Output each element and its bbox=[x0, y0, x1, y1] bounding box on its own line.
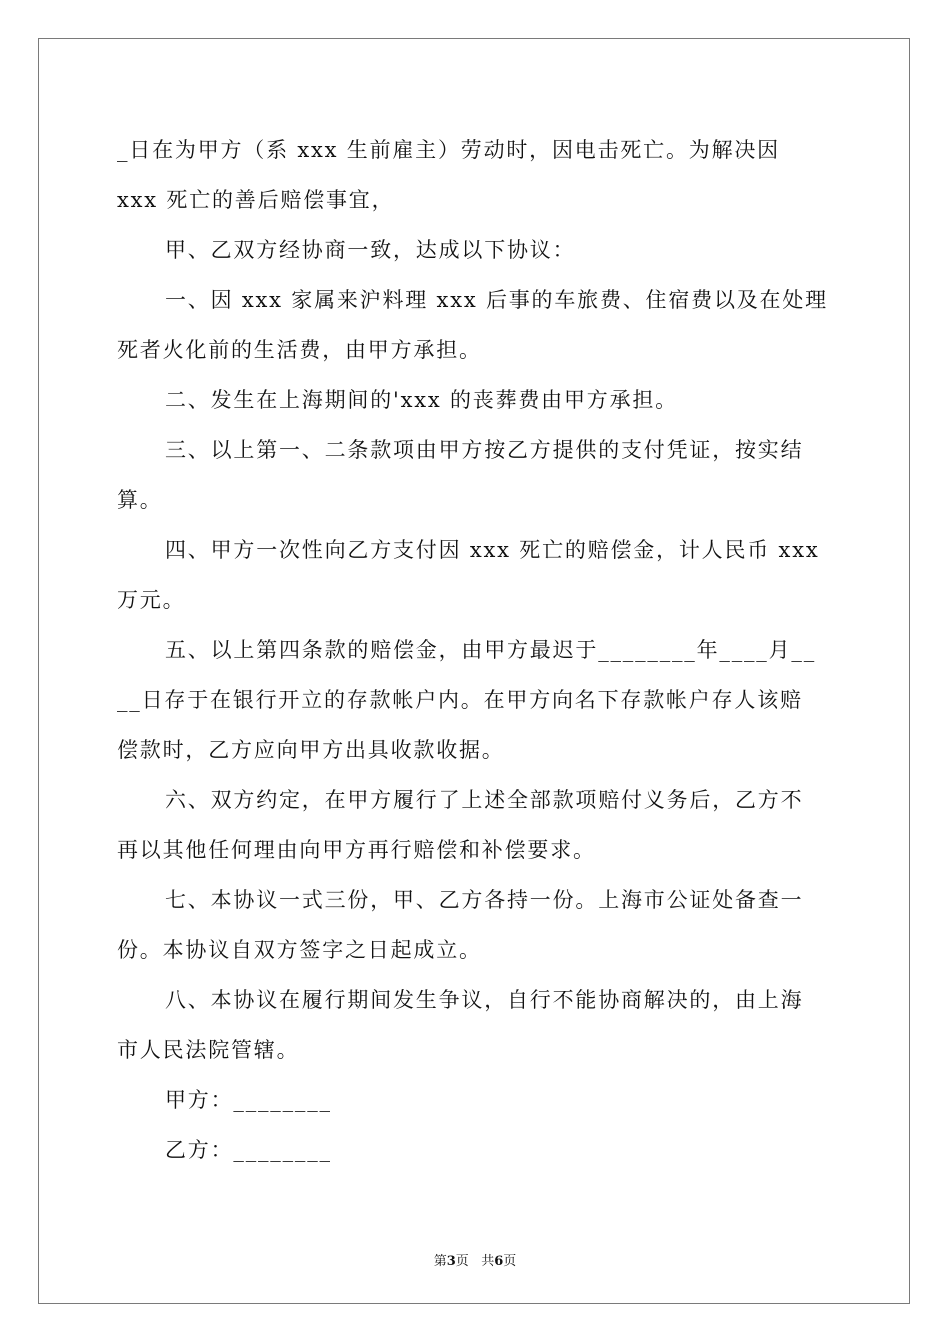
party-b-signature bbox=[165, 1125, 885, 1175]
clause-4-line: 万元。 bbox=[117, 588, 186, 612]
clause-7-line: 份。本协议自双方签字之日起成立。 bbox=[117, 938, 482, 962]
clause-4-line: 四、甲方一次性向乙方支付因 xxx 死亡的赔偿金，计人民币 xxx bbox=[165, 538, 820, 562]
clause-7-line: 七、本协议一式三份，甲、乙方各持一份。上海市公证处备查一 bbox=[165, 888, 804, 912]
paragraph-line: xxx 死亡的善后赔偿事宜， bbox=[117, 188, 395, 212]
clause-1-line: 死者火化前的生活费，由甲方承担。 bbox=[117, 338, 482, 362]
page-total-suffix: 页 bbox=[503, 1254, 517, 1269]
page-total-prefix: 共 bbox=[481, 1254, 495, 1269]
party-a-signature bbox=[165, 1075, 885, 1125]
clause-8-line: 八、本协议在履行期间发生争议，自行不能协商解决的，由上海 bbox=[165, 988, 804, 1012]
clause-3-line: 三、以上第一、二条款项由甲方按乙方提供的支付凭证，按实结 bbox=[165, 438, 804, 462]
paragraph-line: 甲、乙双方经协商一致，达成以下协议： bbox=[165, 238, 576, 262]
page-number-current: 3 bbox=[446, 1254, 456, 1269]
clause-1-line: 一、因 xxx 家属来沪料理 xxx 后事的车旅费、住宿费以及在处理 bbox=[165, 288, 828, 312]
page-number-prefix: 第 bbox=[433, 1254, 447, 1269]
clause-5-line: 偿款时，乙方应向甲方出具收款收据。 bbox=[117, 738, 505, 762]
clause-6-line: 六、双方约定，在甲方履行了上述全部款项赔付义务后，乙方不 bbox=[165, 788, 804, 812]
party-a-signature-blank: ________ bbox=[233, 1088, 332, 1112]
clause-3-line: 算。 bbox=[117, 488, 163, 512]
page-number-suffix: 页 bbox=[455, 1254, 469, 1269]
page-total: 6 bbox=[494, 1254, 504, 1269]
clause-8-line: 市人民法院管辖。 bbox=[117, 1038, 300, 1062]
clause-2-line: 二、发生在上海期间的'xxx 的丧葬费由甲方承担。 bbox=[165, 388, 678, 412]
clause-5-line: 五、以上第四条款的赔偿金，由甲方最迟于________年____月__ bbox=[165, 638, 816, 662]
party-a-label: 甲方： bbox=[165, 1088, 234, 1112]
page-footer bbox=[0, 1250, 950, 1269]
paragraph-line: _日在为甲方（系 xxx 生前雇主）劳动时，因电击死亡。为解决因 bbox=[117, 138, 780, 162]
party-b-label: 乙方： bbox=[165, 1138, 234, 1162]
party-b-signature-blank: ________ bbox=[233, 1138, 332, 1162]
clause-5-line: __日存于在银行开立的存款帐户内。在甲方向名下存款帐户存人该赔 bbox=[117, 688, 803, 712]
clause-6-line: 再以其他任何理由向甲方再行赔偿和补偿要求。 bbox=[117, 838, 596, 862]
